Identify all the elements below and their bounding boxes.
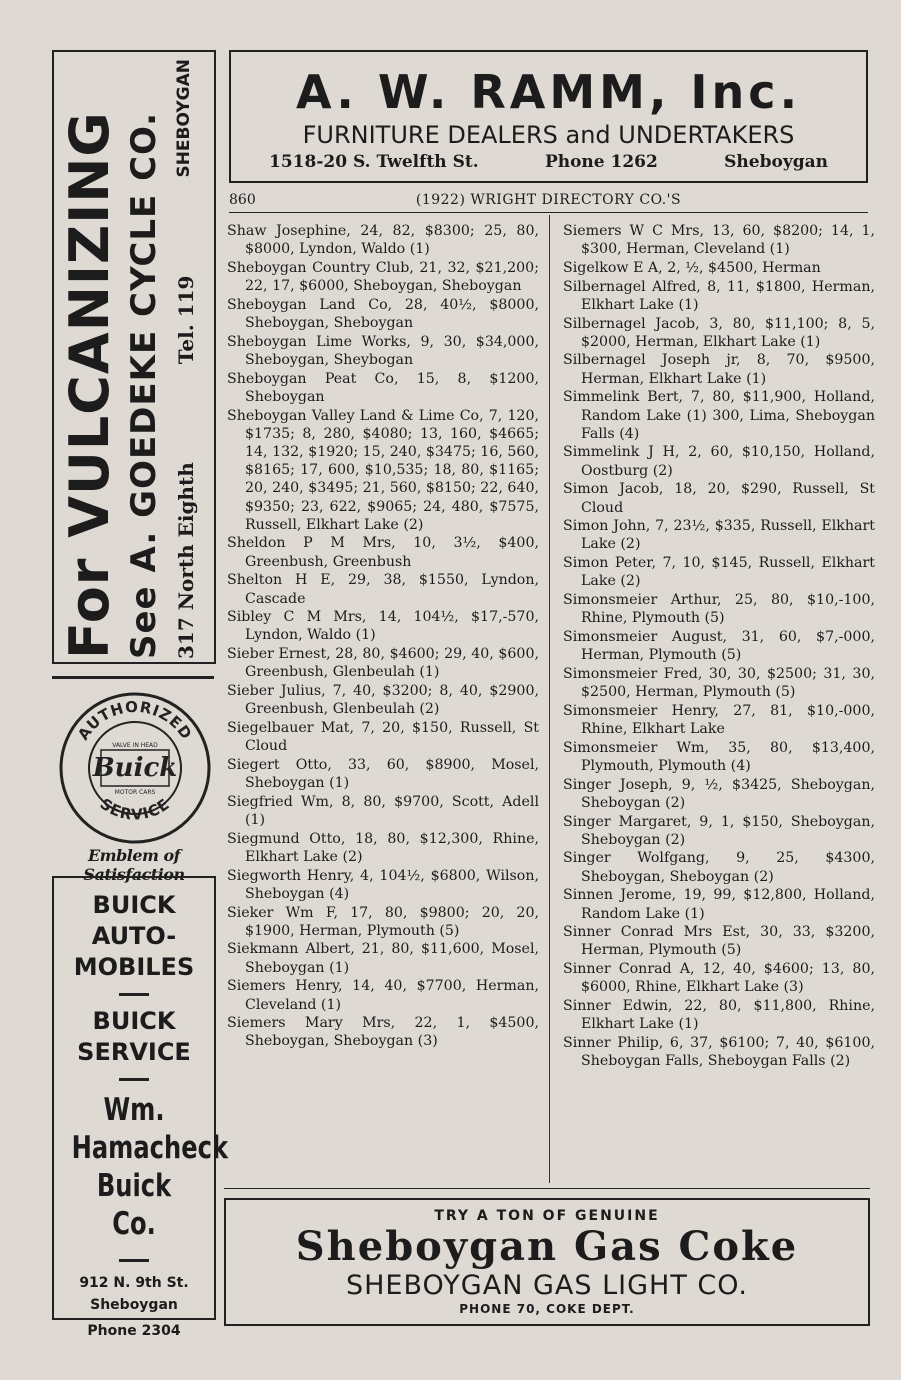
goedeke-city: SHEBOYGAN: [174, 59, 194, 178]
directory-entry: Simonsmeier Arthur, 25, 80, $10,-100, Rhine, Plymouth (5): [563, 592, 875, 627]
directory-entry: Siegert Otto, 33, 60, $8900, Mosel, Sheboygan (1): [227, 756, 539, 792]
directory-entry: Silbernagel Alfred, 8, 11, $1800, Herman, Elkhart Lake (1): [563, 278, 875, 313]
buick-top-rule: [52, 676, 214, 679]
buick-address: 912 N. 9th St.: [79, 1275, 189, 1291]
directory-entry: Siegfried Wm, 8, 80, $9700, Scott, Adell (1): [227, 793, 539, 828]
directory-entry: Sinnen Jerome, 19, 99, $12,800, Holland, Random Lake (1): [563, 887, 875, 922]
svg-text:SERVICE: [97, 795, 174, 824]
buick-ad: [52, 876, 229, 1339]
directory-entry: Siegworth Henry, 4, 104½, $6800, Wilson, Sheboygan (4): [227, 867, 539, 902]
directory-entry: Shelton H E, 29, 38, $1550, Lyndon, Cascade: [227, 572, 539, 607]
directory-entry: Singer Margaret, 9, 1, $150, Sheboygan, Sheboygan (2): [563, 813, 875, 848]
directory-entry: Sieber Ernest, 28, 80, $4600; 29, 40, $600, Greenbush, Glenbeulah (1): [227, 646, 539, 681]
directory-entry: Sheboygan Lime Works, 9, 30, $34,000, Sheboygan, Sheybogan: [227, 333, 539, 368]
buick-line4: BUICK: [92, 1007, 176, 1035]
directory-entry: Silbernagel Joseph jr, 8, 70, $9500, Herman, Elkhart Lake (1): [563, 352, 875, 387]
directory-entry: Simonsmeier August, 31, 60, $7,-000, Herman, Plymouth (5): [563, 628, 875, 664]
directory-entry: Sinner Conrad A, 12, 40, $4600; 13, 80, $6000, Rhine, Elkhart Lake (3): [563, 961, 875, 996]
directory-entry: Siemers Mary Mrs, 22, 1, $4500, Sheboygan, Sheboygan (3): [227, 1015, 539, 1050]
directory-entry: Sinner Philip, 6, 37, $6100; 7, 40, $6100, Sheboygan Falls, Sheboygan Falls (2): [563, 1034, 875, 1070]
page-header: [229, 192, 868, 213]
page-title: (1922) WRIGHT DIRECTORY CO.'S: [415, 192, 682, 208]
buick-line2: AUTO-: [91, 922, 177, 950]
ramm-name: A. W. RAMM, Inc.: [295, 65, 802, 119]
buick-divider: [119, 1078, 149, 1081]
goedeke-address: 317 North Eighth: [174, 462, 198, 659]
ramm-address: 1518-20 S. Twelfth St.: [269, 152, 479, 172]
directory-entry: Sheboygan Valley Land & Lime Co, 7, 120, $1735; 8, 280, $4080; 13, 160, $4665; 14, 132, $1920; 15, 240, $3475; 16, 560, $8165; 17, 600, $10,535; 18, 80, $1165; 20, 240, $3495; 21, 560, $8150; 22, 640, $9350; 23, 622, $9065; 24, 480, $7575, Russell, Elkhart Lake (2): [227, 407, 539, 533]
buick-line7: Hamacheck: [71, 1130, 229, 1166]
directory-entry: Sheboygan Peat Co, 15, 8, $1200, Sheboygan: [227, 370, 539, 405]
coke-line1: TRY A TON OF GENUINE: [434, 1208, 660, 1224]
ramm-subtitle: FURNITURE DEALERS and UNDERTAKERS: [302, 121, 795, 149]
goedeke-tel: Tel. 119: [174, 275, 198, 365]
bottom-rule: [224, 1188, 870, 1189]
emblem-top-text: AUTHORIZED: [74, 697, 196, 744]
buick-line8: Buick Co.: [96, 1168, 172, 1242]
directory-entry: Simonsmeier Fred, 30, 30, $2500; 31, 30, $2500, Herman, Plymouth (5): [563, 665, 875, 701]
directory-entry: Simon Jacob, 18, 20, $290, Russell, St Cloud: [563, 481, 875, 516]
svg-text:AUTHORIZED: [74, 698, 196, 743]
directory-entry: Sinner Conrad Mrs Est, 30, 33, $3200, Herman, Plymouth (5): [563, 924, 875, 959]
directory-entry: Sigelkow E A, 2, ½, $4500, Herman: [563, 259, 821, 276]
directory-entry: Sheboygan Land Co, 28, 40½, $8000, Sheboygan, Sheboygan: [227, 296, 539, 332]
directory-entry: Sieker Wm F, 17, 80, $9800; 20, 20, $1900, Herman, Plymouth (5): [227, 904, 539, 939]
emblem-buick-text: Buick: [92, 753, 178, 783]
directory-entry: Siegmund Otto, 18, 80, $12,300, Rhine, Elkhart Lake (2): [227, 830, 539, 865]
buick-divider: [119, 993, 149, 996]
directory-entry: Sheboygan Country Club, 21, 32, $21,200; 22, 17, $6000, Sheboygan, Sheboygan: [227, 259, 539, 295]
directory-entry: Sieber Julius, 7, 40, $3200; 8, 40, $2900, Greenbush, Glenbeulah (2): [227, 683, 539, 718]
directory-entry: Shaw Josephine, 24, 82, $8300; 25, 80, $8000, Lyndon, Waldo (1): [227, 223, 539, 258]
coke-line4: PHONE 70, COKE DEPT.: [459, 1302, 635, 1316]
emblem-bottom-text: SERVICE: [96, 794, 174, 824]
buick-divider: [119, 1259, 149, 1262]
goedeke-line: See A. GOEDEKE CYCLE CO.: [124, 111, 164, 659]
column-divider: [549, 215, 550, 1183]
gas-coke-ad: [224, 1198, 870, 1326]
ramm-city: Sheboygan: [724, 152, 828, 172]
coke-line2: Sheboygan Gas Coke: [295, 1223, 799, 1270]
buick-city: Sheboygan: [90, 1297, 178, 1313]
goedeke-contact: [174, 59, 198, 659]
buick-phone: Phone 2304: [87, 1323, 181, 1339]
directory-column-1: [227, 222, 539, 1051]
directory-entry: Simonsmeier Wm, 35, 80, $13,400, Plymouth, Plymouth (4): [563, 739, 875, 774]
buick-line5: SERVICE: [77, 1038, 191, 1066]
directory-entry: Singer Joseph, 9, ½, $3425, Sheboygan, Sheboygan (2): [563, 776, 875, 811]
directory-entry: Simmelink Bert, 7, 80, $11,900, Holland, Random Lake (1) 300, Lima, Sheboygan Falls (4): [563, 389, 875, 442]
directory-entry: Simonsmeier Henry, 27, 81, $10,-000, Rhine, Elkhart Lake: [563, 702, 875, 737]
directory-entry: Simmelink J H, 2, 60, $10,150, Holland, Oostburg (2): [563, 444, 875, 479]
directory-entry: Sinner Edwin, 22, 80, $11,800, Rhine, Elkhart Lake (1): [563, 998, 875, 1033]
page-number: 860: [229, 192, 256, 208]
emblem-caption: Emblem of Satisfaction: [83, 846, 185, 884]
coke-line3: SHEBOYGAN GAS LIGHT CO.: [345, 1270, 748, 1301]
ramm-contact: [231, 150, 866, 174]
buick-line1: BUICK: [92, 891, 176, 919]
buick-line3: MOBILES: [73, 953, 195, 981]
buick-emblem-icon: [57, 690, 213, 846]
directory-entry: Simon Peter, 7, 10, $145, Russell, Elkhart Lake (2): [563, 555, 875, 590]
directory-entry: Simon John, 7, 23½, $335, Russell, Elkhart Lake (2): [563, 518, 875, 553]
directory-entry: Siekmann Albert, 21, 80, $11,600, Mosel, Sheboygan (1): [227, 941, 539, 976]
emblem-motor-text: MOTOR CARS: [114, 789, 156, 796]
directory-entry: Siemers W C Mrs, 13, 60, $8200; 14, 1, $300, Herman, Cleveland (1): [563, 223, 875, 258]
directory-entry: Sheldon P M Mrs, 10, 3½, $400, Greenbush, Greenbush: [227, 535, 539, 570]
ramm-phone: Phone 1262: [544, 152, 658, 172]
directory-entry: Singer Wolfgang, 9, 25, $4300, Sheboygan, Sheboygan (2): [563, 850, 875, 885]
directory-column-2: [563, 222, 875, 1071]
ramm-ad: [229, 50, 868, 183]
directory-entry: Sibley C M Mrs, 14, 104½, $17,-570, Lyndon, Waldo (1): [227, 609, 539, 644]
vulcanizing-headline: For VULCANIZING: [58, 111, 121, 659]
buick-line6: Wm.: [103, 1092, 165, 1128]
vulcanizing-ad: [52, 50, 216, 664]
directory-entry: Siemers Henry, 14, 40, $7700, Herman, Cleveland (1): [227, 978, 539, 1013]
directory-entry: Siegelbauer Mat, 7, 20, $150, Russell, St Cloud: [227, 719, 539, 755]
directory-entry: Silbernagel Jacob, 3, 80, $11,100; 8, 5, $2000, Herman, Elkhart Lake (1): [563, 315, 875, 350]
emblem-valve-text: VALVE IN HEAD: [112, 742, 158, 749]
